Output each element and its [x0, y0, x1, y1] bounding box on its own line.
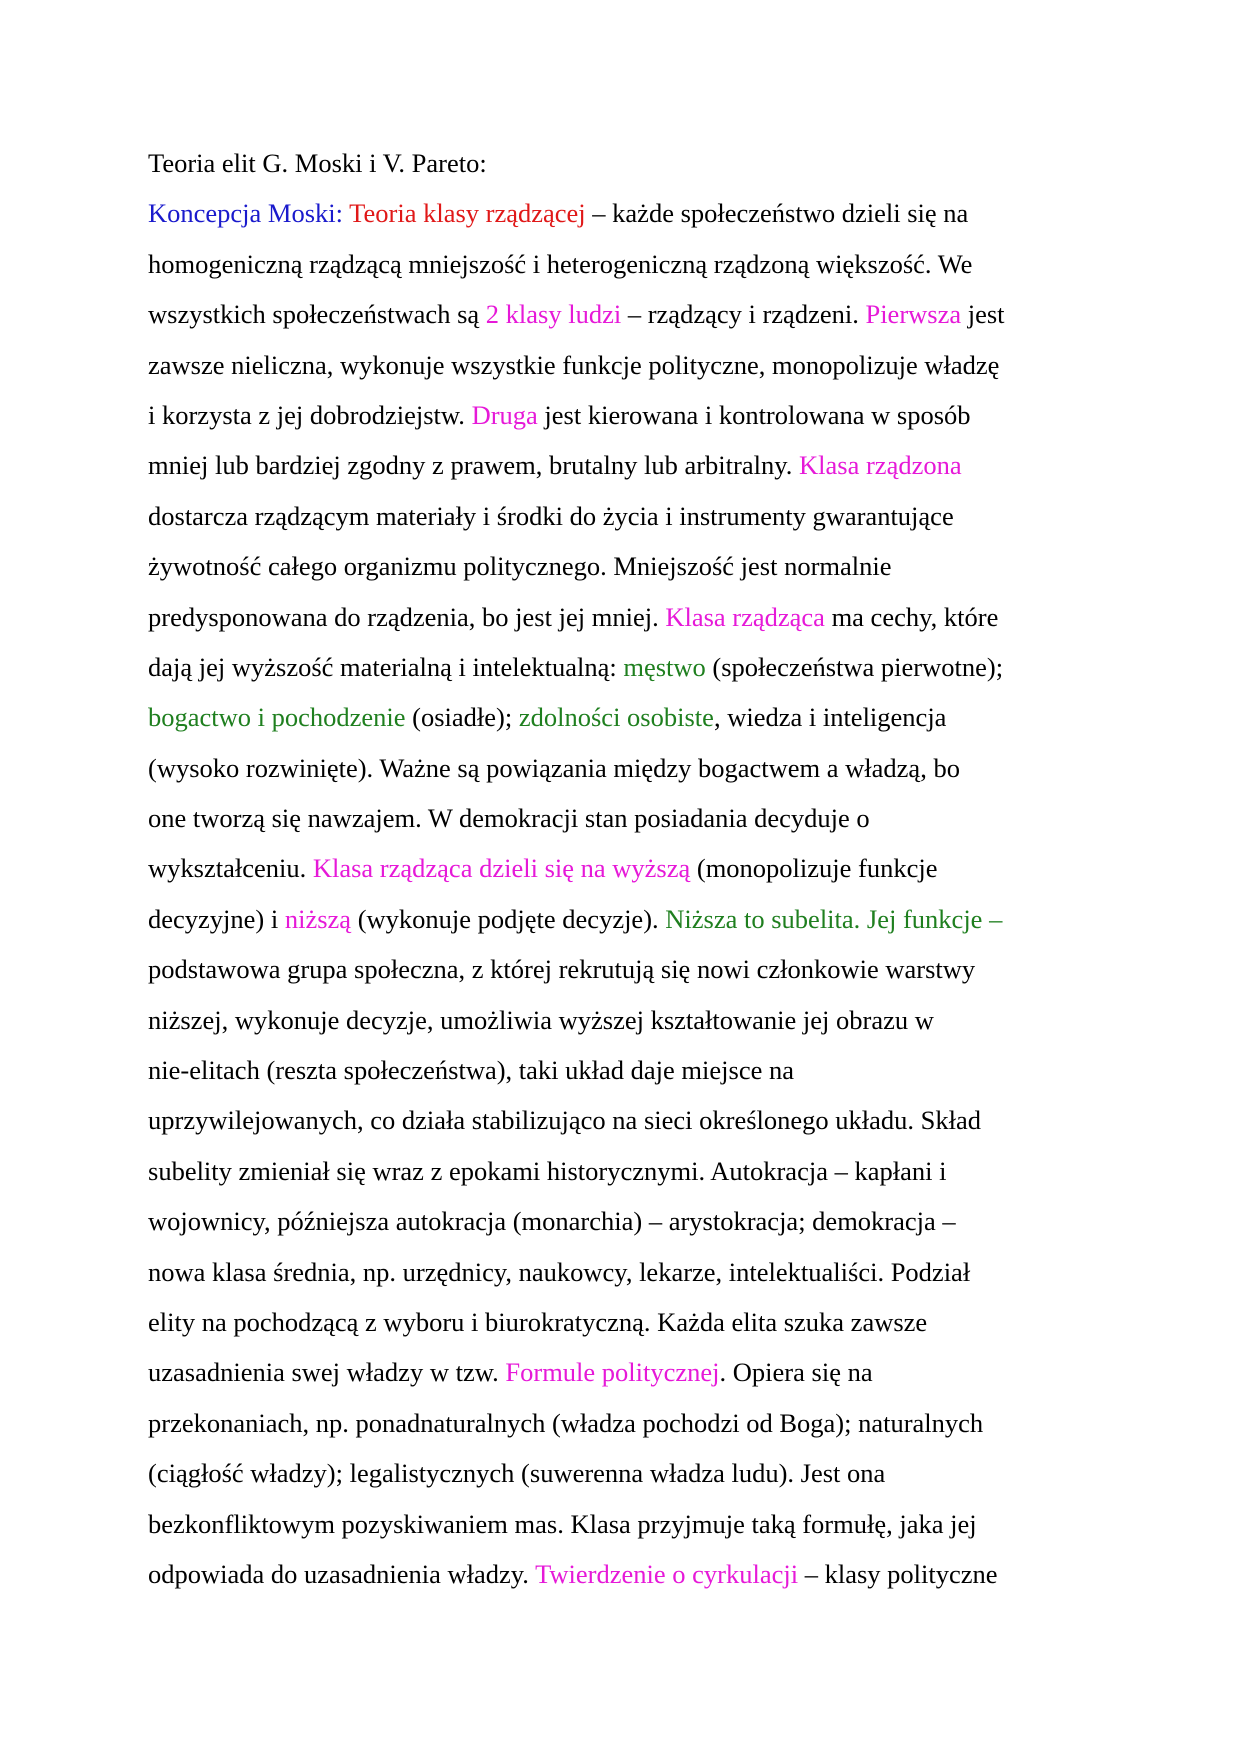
text-segment: . Opiera się na [719, 1357, 873, 1388]
text-segment: – każde społeczeństwo dzieli się na [585, 198, 969, 229]
text-segment: (osiadłe); [405, 702, 519, 733]
text-segment: homogeniczną rządzącą mniejszość i heterogeniczną rządzoną większość. We [148, 248, 973, 279]
paragraph-line [148, 743, 1240, 793]
highlighted-term: Klasa rządzona [799, 450, 962, 481]
paragraph-line [148, 843, 1240, 893]
paragraph-line [148, 1448, 1240, 1498]
highlighted-term: Pierwsza [865, 299, 962, 330]
paragraph-line [148, 592, 1240, 642]
text-segment: mniej lub bardziej zgodny z prawem, brutalny lub arbitralny. [148, 450, 800, 481]
highlighted-term: Twierdzenie o cyrkulacji [535, 1558, 799, 1589]
text-segment: elity na pochodzącą z wyboru i biurokratyczną. Każda elita szuka zawsze [148, 1306, 928, 1337]
text-segment: predysponowana do rządzenia, bo jest jej mniej. [148, 601, 666, 632]
text-segment: – klasy polityczne [798, 1558, 998, 1589]
text-segment: (wykonuje podjęte decyzje). [351, 903, 666, 934]
text-segment: dostarcza rządzącym materiały i środki do życia i instrumenty gwarantujące [148, 500, 954, 531]
text-segment: niższej, wykonuje decyzje, umożliwia wyższej kształtowanie jej obrazu w [148, 1004, 934, 1035]
text-segment: wojownicy, późniejsza autokracja (monarchia) – arystokracja; demokracja – [148, 1206, 956, 1237]
highlighted-term: bogactwo i pochodzenie [148, 702, 406, 733]
text-segment: wszystkich społeczeństwach są [148, 299, 486, 330]
paragraph-line [148, 440, 1240, 490]
text-segment: bezkonfliktowym pozyskiwaniem mas. Klasa przyjmuje taką formułę, jaka jej [148, 1508, 977, 1539]
text-segment: Teoria elit G. Moski i V. Pareto: [148, 148, 487, 178]
text-segment: (społeczeństwa pierwotne); [705, 651, 1004, 682]
paragraph-line [148, 1196, 1240, 1246]
text-segment: uzasadnienia swej władzy w tzw. [148, 1357, 506, 1388]
highlighted-term: Niższa to subelita. Jej funkcje – [665, 903, 1003, 934]
text-segment: dają jej wyższość materialną i intelektualną: [148, 651, 624, 682]
document-body [148, 138, 1240, 1599]
highlighted-term: Koncepcja Moski: [148, 198, 350, 229]
text-segment: , wiedza i inteligencja [713, 702, 947, 733]
paragraph-line [148, 642, 1240, 692]
paragraph-line [148, 692, 1240, 742]
paragraph-line [148, 995, 1240, 1045]
text-segment: (monopolizuje funkcje [690, 853, 938, 884]
highlighted-term: Klasa rządząca dzieli się na wyższą [312, 853, 691, 884]
text-segment: – rządzący i rządzeni. [621, 299, 866, 330]
paragraph-line [148, 1499, 1240, 1549]
paragraph-line [148, 1247, 1240, 1297]
highlighted-term: 2 klasy ludzi [485, 299, 622, 330]
paragraph-line [148, 239, 1240, 289]
paragraph-line [148, 1549, 1240, 1599]
text-segment: zawsze nieliczna, wykonuje wszystkie funkcje polityczne, monopolizuje władzę [148, 349, 1000, 380]
highlighted-term: Teoria klasy rządzącej [349, 198, 586, 229]
text-segment: (wysoko rozwinięte). Ważne są powiązania między bogactwem a władzą, bo [148, 752, 960, 783]
paragraph-line [148, 541, 1240, 591]
paragraph-line [148, 1095, 1240, 1145]
paragraph-line [148, 793, 1240, 843]
text-segment: odpowiada do uzasadnienia władzy. [148, 1558, 536, 1589]
paragraph-line [148, 390, 1240, 440]
paragraph-line [148, 1398, 1240, 1448]
text-segment: decyzyjne) i [148, 903, 285, 934]
text-segment: żywotność całego organizmu politycznego. Mniejszość jest normalnie [148, 551, 892, 582]
text-segment: (ciągłość władzy); legalistycznych (suwerenna władza ludu). Jest ona [148, 1458, 886, 1489]
paragraph-line [148, 1146, 1240, 1196]
paragraph-line [148, 894, 1240, 944]
paragraph-line [148, 1045, 1240, 1095]
text-segment: one tworzą się nawzajem. W demokracji stan posiadania decyduje o [148, 803, 870, 834]
text-segment: uprzywilejowanych, co działa stabilizująco na sieci określonego układu. Skład [148, 1105, 982, 1136]
text-segment: nowa klasa średnia, np. urzędnicy, naukowcy, lekarze, intelektualiści. Podział [148, 1256, 971, 1287]
text-segment: jest kierowana i kontrolowana w sposób [537, 399, 971, 430]
text-segment: wykształceniu. [148, 853, 313, 884]
highlighted-term: zdolności osobiste [518, 702, 714, 733]
paragraph-line [148, 491, 1240, 541]
paragraph-line [148, 188, 1240, 238]
paragraph-line [148, 1347, 1240, 1397]
paragraph-line [148, 1297, 1240, 1347]
highlighted-term: Formule politycznej [505, 1357, 720, 1388]
document-title-line [148, 138, 1240, 188]
text-segment: przekonaniach, np. ponadnaturalnych (władza pochodzi od Boga); naturalnych [148, 1407, 984, 1438]
text-segment: ma cechy, które [824, 601, 999, 632]
text-segment: subelity zmieniał się wraz z epokami historycznymi. Autokracja – kapłani i [148, 1155, 947, 1186]
highlighted-term: Druga [471, 399, 538, 430]
highlighted-term: niższą [284, 903, 352, 934]
paragraph-line [148, 944, 1240, 994]
highlighted-term: Klasa rządząca [665, 601, 825, 632]
paragraph-line [148, 340, 1240, 390]
text-segment: podstawowa grupa społeczna, z której rekrutują się nowi członkowie warstwy [148, 954, 976, 985]
text-segment: jest [961, 299, 1005, 330]
paragraph-line [148, 289, 1240, 339]
text-segment: nie-elitach (reszta społeczeństwa), taki układ daje miejsce na [148, 1055, 795, 1086]
highlighted-term: męstwo [623, 651, 706, 682]
text-segment: i korzysta z jej dobrodziejstw. [148, 399, 472, 430]
